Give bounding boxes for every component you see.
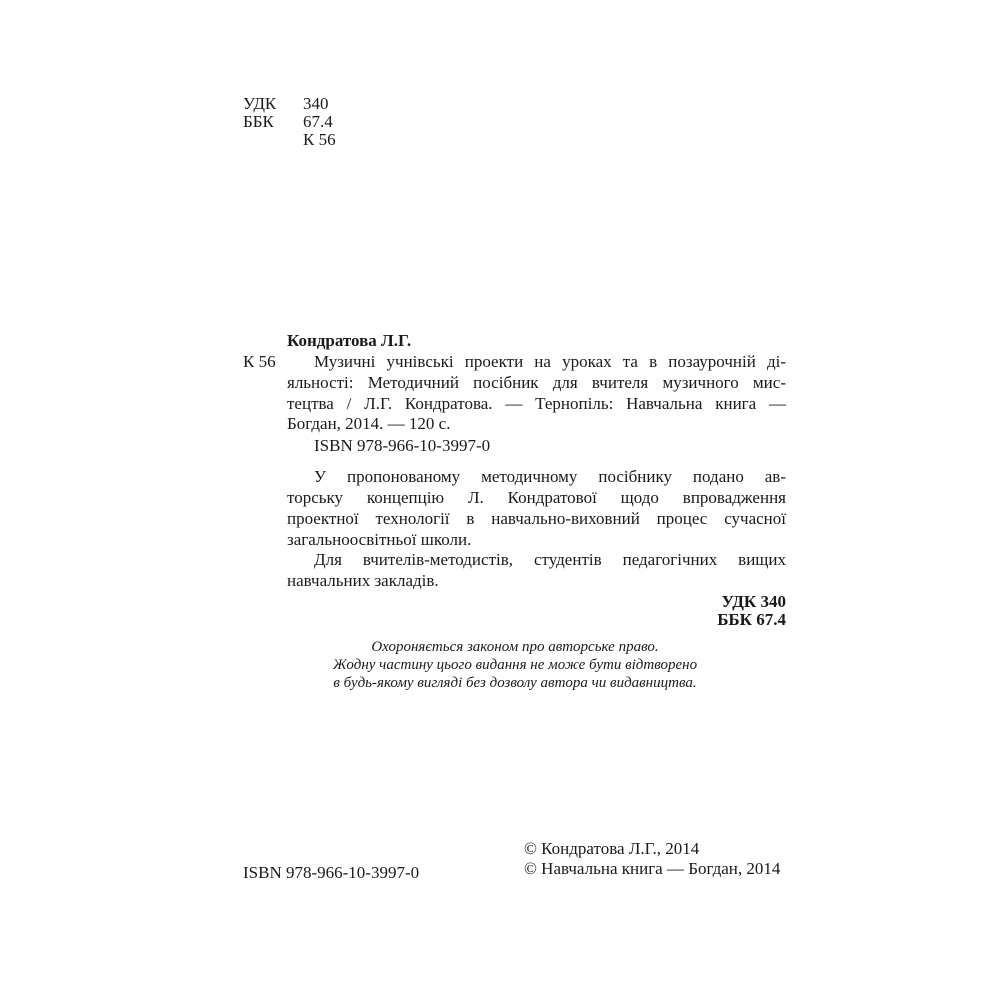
udk-value: 340 [303,94,329,113]
copyright-publisher: © Навчальна книга — Богдан, 2014 [524,859,781,878]
notice-line-2: Жодну частину цього видання не може бути відтворено [332,657,698,673]
card-mark: К 56 [243,352,276,371]
annotation-line-4: загальноосвітньої школи. [287,530,472,549]
description-line-4: Богдан, 2014. — 120 с. [287,414,451,433]
author-name: Кондратова Л.Г. [287,331,412,350]
description-line-2: яльності: Методичний посібник для вчителя музичного мис- [287,373,786,392]
annotation-line-3: проектної технології в навчально-виховний процес сучасної [287,509,786,528]
description-line-1: Музичні учнівські проекти на уроках та в позаурочній ді- [314,352,786,371]
card-isbn: ISBN 978-966-10-3997-0 [314,436,491,455]
notice-line-3: в будь-якому вигляді без дозволу автора чи видавництва. [333,675,697,691]
audience-line-1: Для вчителів-методистів, студентів педагогічних вищих [314,550,786,569]
notice-line-1: Охороняється законом про авторське право. [371,639,659,655]
annotation-line-2: торську концепцію Л. Кондратової щодо впровадження [287,488,786,507]
footer-isbn: ISBN 978-966-10-3997-0 [243,863,420,882]
udk-label: УДК [243,94,277,113]
author-mark: К 56 [303,130,336,149]
audience-line-2: навчальних закладів. [287,571,439,590]
bbk-value: 67.4 [303,112,333,131]
annotation-line-1: У пропонованому методичному посібнику подано ав- [314,467,786,486]
udk-bottom: УДК 340 [721,592,786,611]
bbk-label: ББК [243,112,274,131]
copyright-author: © Кондратова Л.Г., 2014 [524,839,700,858]
bbk-bottom: ББК 67.4 [717,610,786,629]
description-line-3: тецтва / Л.Г. Кондратова. — Тернопіль: Навчальна книга — [287,394,786,413]
